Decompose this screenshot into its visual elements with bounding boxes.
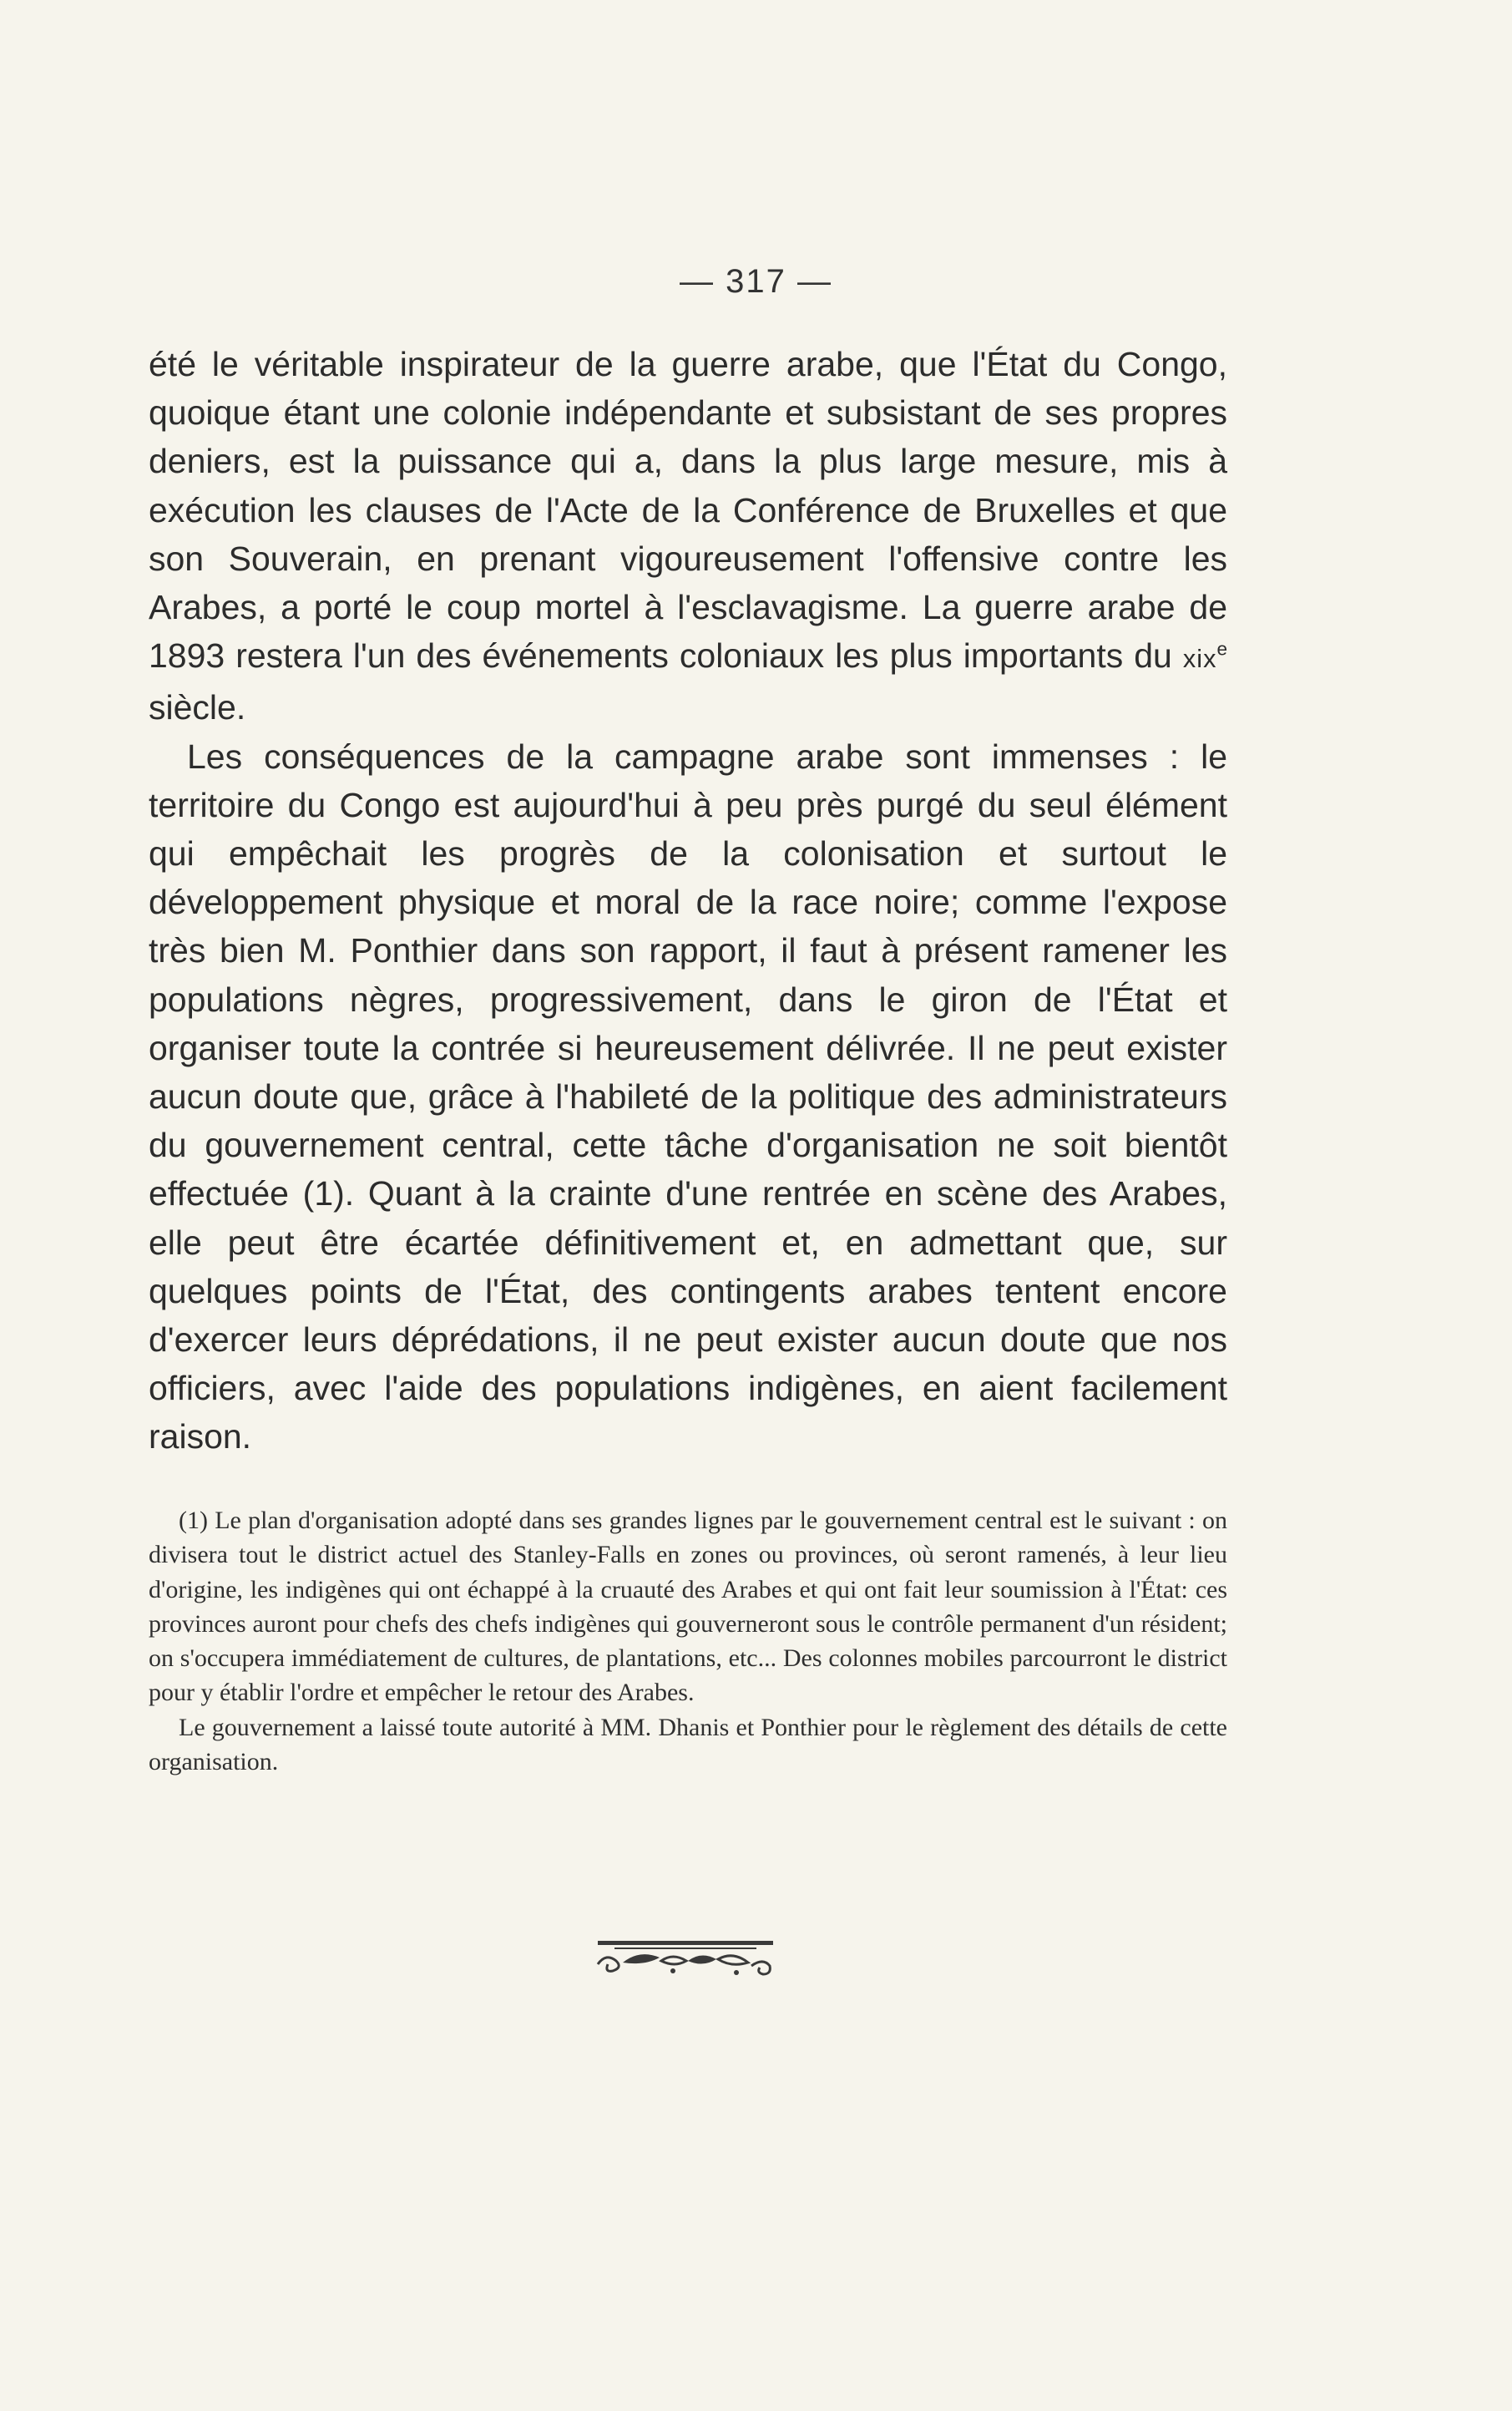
century-numeral: xix <box>1182 644 1217 674</box>
paragraph-1 <box>149 340 1227 732</box>
paragraph-2: Les conséquences de la campagne arabe sont immenses : le territoire du Congo est aujourd'hui à peu près purgé du seul élément qui empêchait les progrès de la colonisation et surtout le développement physique et moral de la race noire; comme l'expose très bien M. Ponthier dans son rapport, il faut à présent ramener les populations nègres, progressivement, dans le giron de l'État et organiser toute la contrée si heureusement délivrée. Il ne peut exister aucun doute que, grâce à l'habileté de la politique des administrateurs du gouvernement central, cette tâche d'organisation ne soit bientôt effectuée (1). Quant à la crainte d'une rentrée en scène des Arabes, elle peut être écartée définitivement et, en admettant que, sur quelques points de l'État, des contingents arabes tentent encore d'exercer leurs déprédations, il ne peut exister aucun doute que nos officiers, avec l'aide des populations indigènes, en aient facilement raison. <box>149 737 1227 1456</box>
footnote-1: (1) Le plan d'organisation adopté dans ses grandes lignes par le gouvernement central est le suivant : on divisera tout le district actuel des Stanley-Falls en zones ou provinces, où seront ramenés, à leur lieu d'origine, les indigènes qui ont échappé à la cruauté des Arabes et qui ont fait leur soumission à l'État: ces provinces auront pour chefs des chefs indigènes qui gouverneront sous le contrôle permanent d'un résident; on s'occupera immédiatement de cultures, de plantations, etc... Des colonnes mobiles parcourront le district pour y établir l'ordre et empêcher le retour des Arabes. <box>149 1507 1227 1707</box>
century-superscript: e <box>1216 638 1227 660</box>
end-ornament-icon <box>589 1936 781 1983</box>
paragraph-1-end: siècle. <box>149 688 246 727</box>
footnote-1-continuation: Le gouvernement a laissé toute autorité à MM. Dhanis et Ponthier pour le règlement des détails de cette organisation. <box>149 1713 1227 1776</box>
paragraph-1-text: été le véritable inspirateur de la guerre arabe, que l'État du Congo, quoique étant une colonie indépendante et subsistant de ses propres deniers, est la puissance qui a, dans la plus large mesure, mis à exécution les clauses de l'Acte de la Conférence de Bruxelles et que son Souverain, en prenant vigoureusement l'offensive contre les Arabes, a porté le coup mortel à l'esclavagisme. La guerre arabe de 1893 restera l'un des événements coloniaux les plus importants du <box>149 345 1227 676</box>
main-text <box>149 340 1227 1461</box>
page-number: — 317 — <box>680 263 832 300</box>
footnotes <box>149 1503 1227 1779</box>
